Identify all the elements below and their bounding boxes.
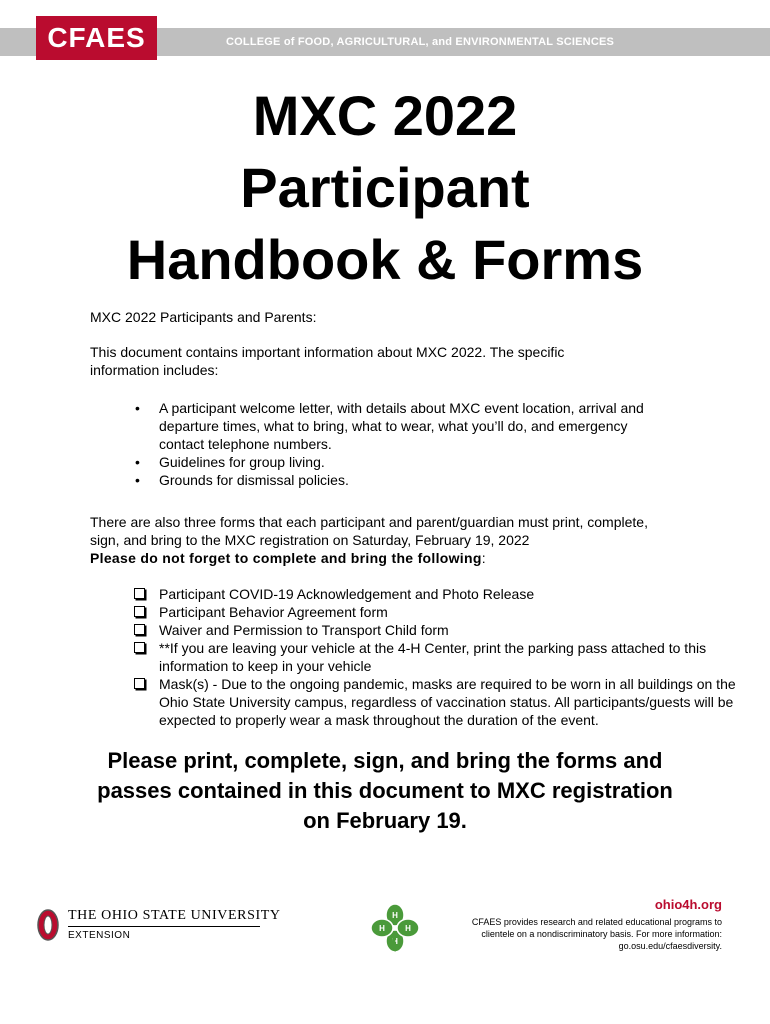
forms-paragraph (90, 513, 650, 567)
forms-colon: : (481, 550, 486, 566)
checklist-item (134, 639, 764, 675)
page-title (0, 80, 770, 296)
checklist-text: Waiver and Permission to Transport Child form (159, 622, 449, 638)
checkbox-icon (134, 678, 145, 689)
checklist-item (134, 603, 764, 621)
checklist-item (134, 675, 764, 729)
osu-block-o-icon (36, 906, 66, 946)
title-line-3: Handbook & Forms (126, 228, 644, 291)
title-line-2: Participant (240, 156, 530, 219)
osu-divider (68, 926, 260, 927)
ohio4h-link[interactable]: ohio4h.org (654, 897, 722, 912)
svg-text:H: H (392, 937, 398, 946)
checklist-text: Participant COVID-19 Acknowledgement and Photo Release (159, 586, 535, 602)
forms-reminder: Please do not forget to complete and bring the following (90, 550, 482, 566)
nondiscrimination-notice: CFAES provides research and related educational programs to clientele on a nondiscriminatory basis. For more information: go.osu.edu/cfaesdiversity. (471, 917, 722, 951)
list-item (132, 399, 672, 453)
intro-paragraph: This document contains important information about MXC 2022. The specific information includes: (90, 344, 565, 378)
list-item (132, 471, 672, 489)
info-bullet-list (132, 399, 672, 489)
bullet-text: A participant welcome letter, with details about MXC event location, arrival and departure times, what to bring, what to wear, what you’ll do, and emergency contact telephone numbers. (159, 400, 644, 452)
bullet-text: Guidelines for group living. (159, 454, 325, 470)
footer-info (462, 896, 722, 952)
college-name: COLLEGE of FOOD, AGRICULTURAL, and ENVIRONMENTAL SCIENCES (226, 36, 615, 48)
forms-intro-text: There are also three forms that each participant and parent/guardian must print, complete, sign, and bring to the MXC registration on Saturday, February 19, 2022 (90, 514, 648, 548)
callout-inner: Please print, complete, sign, and bring the forms and passes contained in this document to MXC registration on February 19. (97, 748, 673, 833)
4h-clover-icon (370, 903, 420, 953)
checkbox-icon (134, 606, 145, 617)
svg-text:H: H (379, 924, 385, 933)
svg-text:H: H (392, 911, 398, 920)
list-item (132, 453, 672, 471)
bullet-text: Grounds for dismissal policies. (159, 472, 349, 488)
osu-name: THE OHIO STATE UNIVERSITY (68, 908, 281, 923)
greeting: MXC 2022 Participants and Parents: (90, 309, 317, 325)
bullet-icon: • (135, 400, 140, 416)
bullet-icon: • (135, 454, 140, 470)
cfaes-logo-text: CFAES (47, 22, 146, 53)
osu-extension: EXTENSION (68, 930, 131, 941)
callout-text (0, 746, 770, 836)
checkbox-icon (134, 642, 145, 653)
checkbox-icon (134, 588, 145, 599)
title-line-1: MXC 2022 (252, 84, 518, 147)
checklist-text: Participant Behavior Agreement form (159, 604, 388, 620)
cfaes-logo (36, 16, 157, 60)
forms-checklist (134, 585, 764, 729)
checkbox-icon (134, 624, 145, 635)
svg-text:H: H (405, 924, 411, 933)
checklist-item (134, 585, 764, 603)
checklist-item (134, 621, 764, 639)
checklist-text: **If you are leaving your vehicle at the 4-H Center, print the parking pass attached to this information to keep in your vehicle (159, 640, 707, 674)
bullet-icon: • (135, 472, 140, 488)
checklist-text: Mask(s) - Due to the ongoing pandemic, masks are required to be worn in all buildings on the Ohio State University campus, regardless of vaccination status. All participants/guests will be expected to properly wear a mask throughout the duration of the event. (159, 676, 736, 728)
